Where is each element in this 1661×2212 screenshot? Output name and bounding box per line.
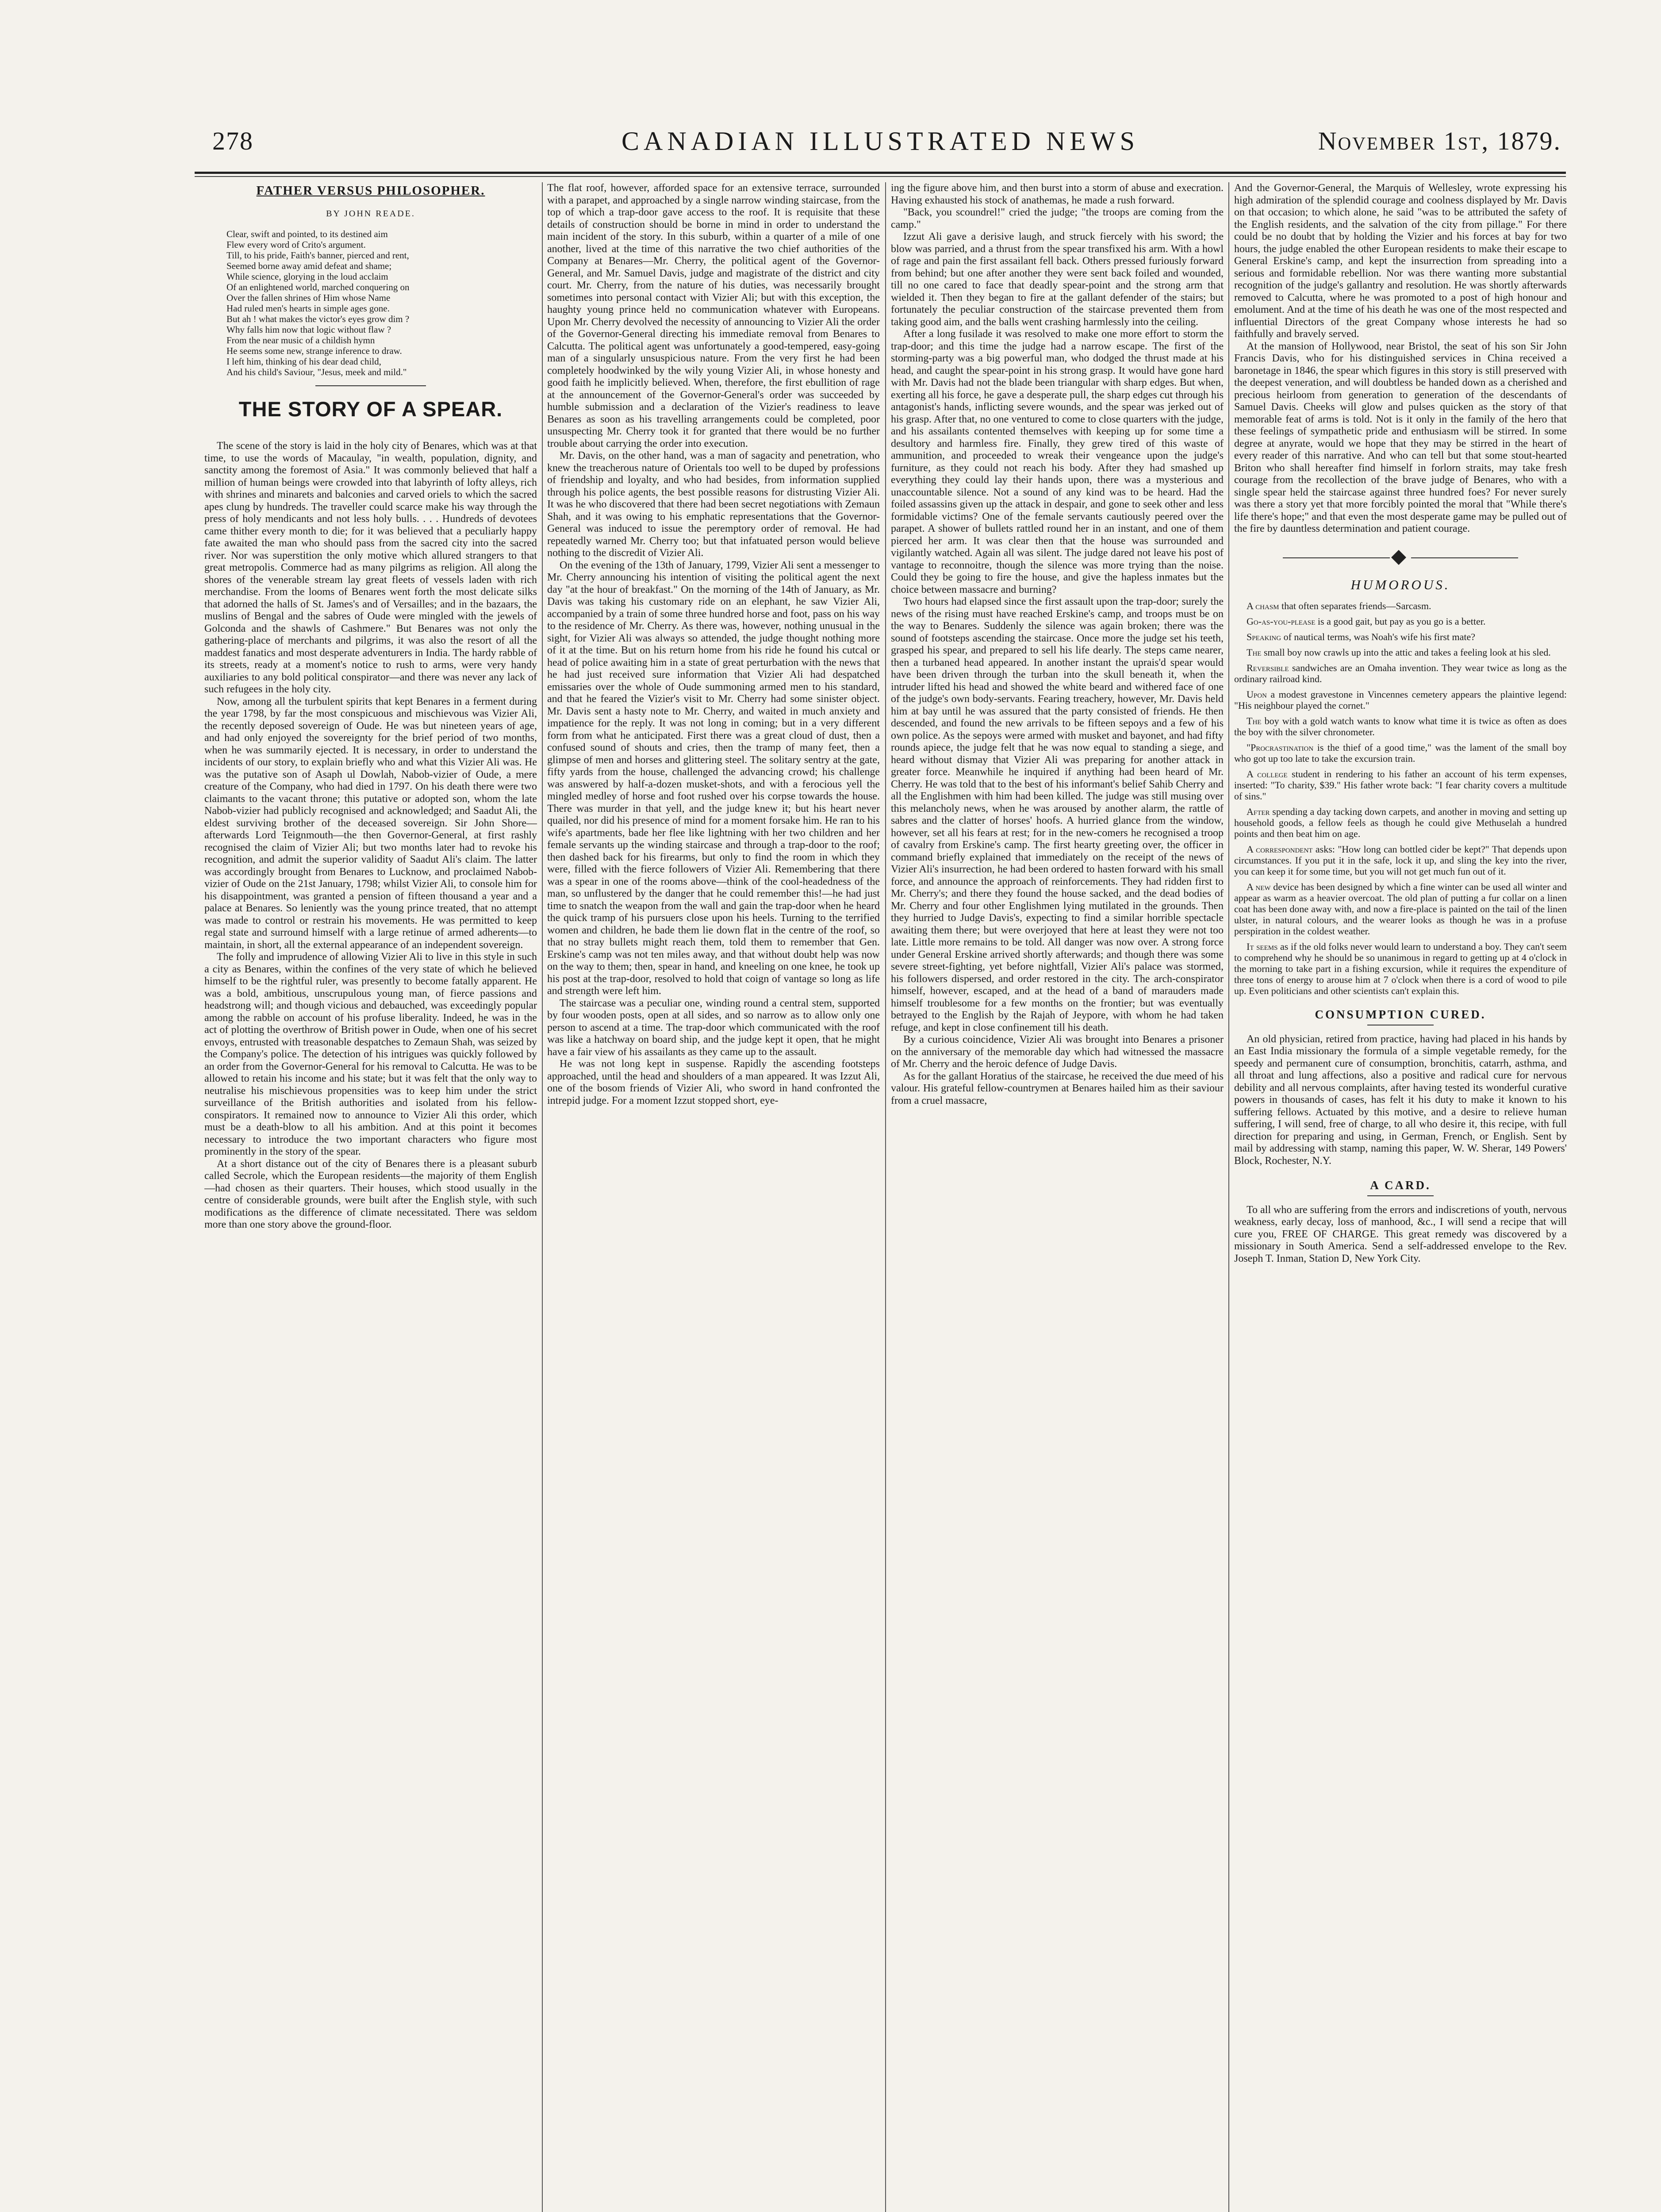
humor-item: It seems as if the old folks never would learn to understand a boy. They can't seem to comprehend why he should be so unanimous in regard to getting up at 4 o'clock in the morning to take part in a fishing excursion, while it requires the expenditure of three tons of energy to arouse him at 7 o'clock when there is a cord of wood to pile up. Even politicians and other scientists can't explain this. <box>1234 941 1567 996</box>
poem-line: Clear, swift and pointed, to its destined aim <box>226 229 388 239</box>
story-paragraph: The flat roof, however, afforded space for an extensive terrace, surrounded with a parapet, and approached by a single narrow winding staircase, from the top of which a trap-door gave access to the roof. It is requisite that these details of construction should be borne in mind in order to understand the main incident of the story. In this suburb, within a quarter of a mile of one another, lived at the time of this narrative the two chief authorities of the Company at Benares—Mr. Cherry, the political agent of the Governor-General, and Mr. Samuel Davis, judge and magistrate of the district and city court. Mr. Cherry, from the nature of his duties, was necessarily brought sometimes into personal contact with Vizier Ali; but with this exception, the haughty young prince held no communication whatever with Europeans. Upon Mr. Cherry devolved the necessity of announcing to Vizier Ali the order of the Governor-General directing his immediate removal from Benares to Calcutta. The political agent was unfortunately a good-tempered, easy-going man of a singularly unsuspicious nature. From the very first he had been completely hoodwinked by the wily young Vizier Ali, in whose honesty and good faith he implicitly believed. When, therefore, the first ebullition of rage at the announcement of the Governor-General's order was succeeded by humble submission and a declaration of the Vizier's readiness to leave Benares as soon as his travelling arrangements could be completed, poor unsuspecting Mr. Cherry took it for granted that there would be no further trouble about carrying the order into execution. <box>547 182 880 449</box>
humor-item: After spending a day tacking down carpets, and another in moving and setting up household goods, a fellow feels as though he could give Methuselah a hundred points and then beat him on age. <box>1234 806 1567 839</box>
story-paragraph: "Back, you scoundrel!" cried the judge; "the troops are coming from the camp." <box>891 207 1224 230</box>
humor-item: A college student in rendering to his father an account of his term expenses, inserted: "To charity, $39." His father wrote back: "I fear charity covers a multitude of sins." <box>1234 768 1567 802</box>
poem-line: Had ruled men's hearts in simple ages gone. <box>226 303 390 314</box>
story-paragraph: At a short distance out of the city of Benares there is a pleasant suburb called Secrole, which the European residents—the majority of them English—had chosen as their quarters. Their houses, which stood usually in the centre of considerable grounds, were built after the English style, with such modifications as the difference of climate necessitated. There was seldom more than one story above the ground-floor. <box>204 1158 537 1230</box>
poem-line: And his child's Saviour, "Jesus, meek and mild." <box>226 367 407 377</box>
story-paragraph: ing the figure above him, and then burst into a storm of abuse and execration. Having exhausted his stock of anathemas, he made a rush forward. <box>891 182 1224 206</box>
story-paragraph: By a curious coincidence, Vizier Ali was brought into Benares a prisoner on the anniversary of the memorable day which had witnessed the massacre of Mr. Cherry and the heroic defence of Judge Davis. <box>891 1034 1224 1070</box>
column-3 <box>891 182 1224 2212</box>
humor-item: The small boy now crawls up into the attic and takes a feeling look at his sled. <box>1247 647 1551 658</box>
story-paragraph: The folly and imprudence of allowing Vizier Ali to live in this style in such a city as Benares, within the confines of the very state of which he believed himself to be the rightful ruler, was presently to become fatally apparent. He was a bold, ambitious, unscrupulous young man, of fierce passions and headstrong will; and though vicious and debauched, was exceedingly popular among the rabble on account of his profuse liberality. Indeed, he was in the act of plotting the overthrow of British power in Oude, when one of his secret envoys, entrusted with treasonable despatches to Zemaun Shah, was seized by the Company's police. The detection of his intrigues was quickly followed by an order from the Governor-General for his removal to Calcutta. He was to be allowed to retain his income and his state; but it was felt that the only way to neutralise his mischievous propensities was to keep him under the strict surveillance of the British authorities and isolated from his fellow-conspirators. It remained now to announce to Vizier Ali this order, which must be a death-blow to all his ambition. And at this point it becomes necessary to introduce the two important characters who figure most prominently in the story of the spear. <box>204 951 537 1157</box>
poem-line: But ah ! what makes the victor's eyes grow dim ? <box>226 314 410 324</box>
poem-line: Flew every word of Crito's argument. <box>226 239 366 250</box>
story-title: THE STORY OF A SPEAR. <box>238 397 503 421</box>
column-2 <box>547 182 880 2212</box>
poem-body <box>204 229 537 377</box>
consumption-heading: CONSUMPTION CURED. <box>1234 1009 1567 1025</box>
humor-item: "Procrastination is the thief of a good time," was the lament of the small boy who got up too late to take the excursion train. <box>1234 742 1567 764</box>
humor-item: Go-as-you-please is a good gait, but pay as you go is a better. <box>1247 616 1486 627</box>
masthead-title: CANADIAN ILLUSTRATED NEWS <box>621 127 1139 156</box>
poem-line: I left him, thinking of his dear dead child, <box>226 356 381 367</box>
poem-title: FATHER VERSUS PHILOSOPHER. <box>256 184 485 198</box>
story-paragraph: He was not long kept in suspense. Rapidly the ascending footsteps approached, until the head and shoulders of a man appeared. It was Izzut Ali, one of the bosom friends of Vizier Ali, who sword in hand confronted the intrepid judge. For a moment Izzut stopped short, eye- <box>547 1058 880 1106</box>
humor-item: Speaking of nautical terms, was Noah's wife his first mate? <box>1247 631 1476 642</box>
humor-item: Upon a modest gravestone in Vincennes cemetery appears the plaintive legend: "His neighbour played the cornet." <box>1234 689 1567 711</box>
story-paragraph: On the evening of the 13th of January, 1799, Vizier Ali sent a messenger to Mr. Cherry announcing his intention of visiting the political agent the next day "at the hour of breakfast." On the morning of the 14th of January, as Mr. Davis was taking his customary ride on an elephant, he saw Vizier Ali, accompanied by a train of some three hundred horse and foot, pass on his way to the residence of Mr. Cherry. As there was, however, nothing unusual in the sight, for Vizier Ali was always so attended, the judge thought nothing more of it at the time. But on his return home from his ride he found his cutcal or head of police awaiting him in a state of great perturbation with the news that he had just received sure information that Vizier Ali had despatched emissaries over the whole of Oude summoning armed men to his standard, and that he feared the Vizier's visit to Mr. Cherry had some sinister object. Mr. Davis sent a hasty note to Mr. Cherry, and waited in much anxiety and impatience for the reply. It was not long in coming; but in a very different form from what he anticipated. First there was a great cloud of dust, then a confused sound of shouts and cries, then the tramp of many feet, then a glimpse of men and horses and glittering steel. The solitary sentry at the gate, fifty yards from the house, challenged the advancing crowd; his challenge was answered by half-a-dozen musket-shots, and with a ferocious yell the mingled medley of horse and foot rushed over his corpse towards the house. There was murder in that yell, and the judge knew it; but his heart never quailed, nor did his presence of mind for a moment forsake him. He ran to his wife's apartments, bade her flee like lightning with her two children and her female servants up the winding staircase and through a trap-door to the roof; then dashed back for his firearms, but only to find the room in which they were, filled with the fierce followers of Vizier Ali. Remembering that there was a spear in one of the rooms above—think of the cool-headedness of the man, so unflustered by the danger that he could remember this!—he had just time to snatch the weapon from the wall and gain the trap-door when he heard the quick tramp of his pursuers close upon his heels. Turning to the terrified women and children, he bade them lie down flat in the centre of the roof, so that no stray bullets might reach them, told them to remember that Gen. Erskine's camp was not ten miles away, and that without doubt help was now on the way to them; then, spear in hand, and kneeling on one knee, he took up his post at the trap-door, resolved to hold that coign of vantage so long as life and strength were left him. <box>547 559 880 997</box>
card-notice: To all who are suffering from the errors and indiscretions of youth, nervous weakness, early decay, loss of manhood, &c., I will send a recipe that will cure you, FREE OF CHARGE. This great remedy was discovered by a missionary in South America. Send a self-addressed envelope to the Rev. Joseph T. Inman, Station D, New York City. <box>1234 1204 1567 1264</box>
story-paragraph: Now, among all the turbulent spirits that kept Benares in a ferment during the year 1798, by far the most conspicuous and mischievous was Vizier Ali, the recently deposed sovereign of Oude. He was but nineteen years of age, and had only enjoyed the sovereignty for the brief period of two months, when he was summarily ejected. It is necessary, in order to understand the incidents of our story, to explain briefly who and what this Vizier Ali was. He was the putative son of Asaph ul Dowlah, Nabob-vizier of Oude, a mere creature of the Company, who had died in 1797. On his death there were two claimants to the vacant throne; this putative or adopted son, whom the late Nabob-vizier had publicly recognised and acknowledged; and Saadut Ali, the eldest surviving brother of the deceased sovereign. Sir John Shore—afterwards Lord Teignmouth—the then Governor-General, at first rashly recognised the claim of Vizier Ali; but two months later had to revoke his recognition, and admit the superior validity of Saadut Ali's claim. The latter was accordingly brought from Benares to Lucknow, and proclaimed Nabob-vizier of Oude on the 21st January, 1798; whilst Vizier Ali, to console him for his disappointment, was granted a pension of fifteen thousand a year and a palace at Benares. So leniently was the young prince treated, that no attempt was made to control or restrain his movements. He was permitted to keep regal state and surround himself with a large retinue of armed adherents—to maintain, in short, all the external appearance of an independent sovereign. <box>204 695 537 951</box>
column-divider <box>542 182 543 2212</box>
story-paragraph: Mr. Davis, on the other hand, was a man of sagacity and penetration, who knew the treacherous nature of Orientals too well to be duped by professions of friendship and loyalty, and who had besides, from information supplied through his police agents, the best possible reasons for distrusting Vizier Ali. It was he who discovered that there had been secret negotiations with Zemaun Shah, and it was owing to his emphatic representations that the Governor-General was induced to issue the peremptory order of removal. He had repeatedly warned Mr. Cherry too; but that infatuated person would believe nothing to the discredit of Vizier Ali. <box>547 450 880 559</box>
story-paragraph: And the Governor-General, the Marquis of Wellesley, wrote expressing his high admiration of the splendid courage and coolness displayed by Mr. Davis on that occasion; to which alone, he said "was to be attributed the safety of the English residents, and the salvation of the city from pillage." For there could be no doubt that by holding the Vizier and his forces at bay for two hours, the judge enabled the other European residents to make their escape to General Erskine's camp, and kept the insurrection from spreading into a serious and formidable rebellion. Nor was there wanting more substantial recognition of the judge's gallantry and resolution. He was shortly afterwards removed to Calcutta, where he was promoted to a post of high honour and emolument. And at the time of his death he was one of the most respected and influential Directors of the great Company whose interests he had so faithfully and bravely served. <box>1234 182 1567 340</box>
column-divider <box>885 182 886 2212</box>
story-paragraph: Two hours had elapsed since the first assault upon the trap-door; surely the news of the rising must have reached Erskine's camp, and troops must be on the way to Benares. Suddenly the silence was again broken; there was the sound of footsteps ascending the staircase. Once more the judge set his teeth, grasped his spear, and prepared to sell his life dearly. The steps came nearer, then a turbaned head appeared. In another instant the uprais'd spear would have been driven through the turban into the skull beneath it, when the intruder lifted his head and showed the white beard and withered face of one of the judge's own body-servants. Fearing treachery, however, Mr. Davis held him at bay until he was assured that the party consisted of friends. He then descended, and found the new arrivals to be fifteen sepoys and a few of his own police. As the sepoys were armed with musket and bayonet, and had fifty rounds apiece, the judge felt that he was now equal to standing a siege, and heard without dismay that Vizier Ali was preparing for another attack in greater force. Meanwhile he inquired if anything had been heard of Mr. Cherry. He was told that to the best of his informant's belief Sahib Cherry and all the Englishmen with him had been killed. The judge was still musing over this melancholy news, when he was aroused by another alarm, the rattle of sabres and the clatter of horses' hoofs. A hurried glance from the window, however, set all his fears at rest; for in the new-comers he recognised a troop of cavalry from Erskine's camp. The first hearty greeting over, the officer in command briefly explained that immediately on the receipt of the news of Vizier Ali's insurrection, he had been ordered to hasten forward with his small force, and announce the approach of reinforcements. They had ridden first to Mr. Cherry's; and there they found the house sacked, and the dead bodies of Mr. Cherry and four other Englishmen lying mutilated in the grounds. Then they hurried to Judge Davis's, expecting to find a similar horrible spectacle awaiting them there; but were overjoyed that here at least they were not too late. Little more remains to be told. All danger was now over. A strong force under General Erskine arrived shortly afterwards; and though there was some severe street-fighting, yet before nightfall, Vizier Ali's palace was stormed, his followers dispersed, and order restored in the city. The arch-conspirator himself, however, escaped, and at the head of a band of marauders made himself troublesome for a few months on the frontier; but was eventually betrayed to the English by the Rajah of Jeypore, with whom he had taken refuge, and kept in close confinement till his death. <box>891 596 1224 1033</box>
story-paragraph: As for the gallant Horatius of the staircase, he received the due meed of his valour. His grateful fellow-countrymen at Benares hailed him as their saviour from a cruel massacre, <box>891 1070 1224 1106</box>
poem-line: While science, glorying in the loud acclaim <box>226 271 388 282</box>
poem-byline: BY JOHN READE. <box>326 208 415 219</box>
ornamental-divider <box>1234 549 1567 567</box>
header-rule-thin <box>195 176 1566 177</box>
story-paragraph: At the mansion of Hollywood, near Bristol, the seat of his son Sir John Francis Davis, who for his distinguished services in China received a baronetage in 1846, the spear which figures in this story is still preserved with the deepest veneration, and will doubtless be handed down as a cherished and precious heirloom from generation to generation of the descendants of Samuel Davis. Cheeks will glow and pulses quicken as the story of that memorable feat of arms is told. Not is it only in the family of the hero that these feelings of sympathetic pride and enthusiasm will be stirred. In some degree at anyrate, would we hope that they may be stirred in the heart of every reader of this narrative. And who can tell but that some stout-hearted Briton who shall hereafter find himself in forlorn straits, may take fresh courage from the recollection of the brave judge of Benares, who with a single spear held the staircase against three hundred foes? For never surely was there a story yet that more forcibly pointed the moral that "While there's life there's hope;" and that even the most desperate game may be pulled out of the fire by dauntless determination and patient courage. <box>1234 340 1567 534</box>
poem-line: From the near music of a childish hymn <box>226 335 375 346</box>
issue-date: November 1st, 1879. <box>1318 127 1561 155</box>
humor-item: Reversible sandwiches are an Omaha invention. They wear twice as long as the ordinary railroad kind. <box>1234 662 1567 684</box>
humor-item: A correspondent asks: "How long can bottled cider be kept?" That depends upon circumstances. If you put it in the safe, lock it up, and sling the key into the river, you can keep it for some time, but you will not get much fun out of it. <box>1234 844 1567 877</box>
humor-item: The boy with a gold watch wants to know what time it is twice as often as does the boy with the silver chronometer. <box>1234 715 1567 737</box>
humor-item: A chasm that often separates friends—Sarcasm. <box>1247 600 1431 611</box>
humorous-heading: HUMOROUS. <box>1350 576 1450 592</box>
poem-line: Till, to his pride, Faith's banner, pierced and rent, <box>226 250 409 261</box>
poem-line: Over the fallen shrines of Him whose Name <box>226 292 391 303</box>
column-4 <box>1234 182 1567 2212</box>
column-1 <box>204 182 537 2212</box>
humor-item: A new device has been designed by which a fine winter can be used all winter and appear as warm as a heavier overcoat. The old plan of putting a fur collar on a linen coat has been done away with, and now a fire-place is painted on the tail of the linen ulster, in natural colours, and the wearer looks as though he was in a profuse perspiration in the coldest weather. <box>1234 881 1567 937</box>
consumption-notice: An old physician, retired from practice, having had placed in his hands by an East India missionary the formula of a simple vegetable remedy, for the speedy and permanent cure of consumption, bronchitis, catarrh, asthma, and all throat and lung affections, also a positive and radical cure for nervous debility and all nervous complaints, after having tested its wonderful curative powers in thousands of cases, has felt it his duty to make it known to his suffering fellows. Actuated by this motive, and a desire to relieve human suffering, I will send, free of charge, to all who desire it, this recipe, with full direction for preparing and using, in German, French, or English. Sent by mail by addressing with stamp, naming this paper, W. W. Sherar, 149 Powers' Block, Rochester, N.Y. <box>1234 1033 1567 1167</box>
poem-line: He seems some new, strange inference to draw. <box>226 346 402 356</box>
diamond-ornament-icon <box>1391 550 1406 565</box>
column-divider <box>1228 182 1229 2212</box>
story-paragraph: The staircase was a peculiar one, winding round a central stem, supported by four wooden posts, open at all sides, and so narrow as to allow only one person to ascend at a time. The trap-door which communicated with the roof was like a hatchway on board ship, and the judge kept it open, that he might have a fair view of his assailants as they came up to the assault. <box>547 997 880 1058</box>
story-paragraph: Izzut Ali gave a derisive laugh, and struck fiercely with his sword; the blow was parried, and a thrust from the spear transfixed his arm. With a howl of rage and pain the first assailant fell back. Others pressed furiously forward from behind; but one after another they were sent back foiled and wounded, till no one cared to face that deadly spear-point and the strong arm that wielded it. Then they began to fire at the gallant defender of the stairs; but fortunately the peculiar construction of the staircase prevented them from taking good aim, and the balls went crashing harmlessly into the ceiling. <box>891 231 1224 328</box>
card-heading: A CARD. <box>1234 1179 1567 1196</box>
section-rule <box>315 385 426 386</box>
story-paragraph: After a long fusilade it was resolved to make one more effort to storm the trap-door; and this time the judge had a narrow escape. The first of the storming-party was a big powerful man, who dodged the thrust made at his head, and caught the spear-point in his strong grasp. It would have gone hard with Mr. Davis had not the blade been triangular with sharp edges. But when, exerting all his force, he gave a desperate pull, the sharp edges cut through his antagonist's hands, inflicting severe wounds, and the spear was jerked out of his grasp. After that, no one ventured to come to close quarters with the judge, and his assailants contented themselves with keeping up for some time a desultory and harmless fire. Finally, they grew tired of this waste of ammunition, and proceeded to wreak their vengeance upon the judge's furniture, as they could not reach his body. After they had smashed up everything they could lay their hands upon, there was a mysterious and unaccountable silence. Not a sound of any kind was to be heard. Had the foiled assassins given up the attack in despair, and gone to seek other and less formidable victims? One of the female servants cautiously peered over the parapet. A shower of bullets rattled round her in an instant, and one of them pierced her arm. It was clear then that the house was surrounded and vigilantly watched. Again all was silent. The judge dared not leave his post of vantage to reconnoitre, though the silence was more trying than the noise. Could they be going to fire the house, and give the hapless inmates but the choice between massacre and burning? <box>891 328 1224 595</box>
running-header <box>195 122 1566 170</box>
page-number: 278 <box>212 127 253 155</box>
poem-line: Seemed borne away amid defeat and shame; <box>226 261 392 271</box>
poem-line: Of an enlightened world, marched conquering on <box>226 282 410 292</box>
poem-line: Why falls him now that logic without flaw ? <box>226 324 391 335</box>
story-paragraph: The scene of the story is laid in the holy city of Benares, which was at that time, to use the words of Macaulay, "in wealth, population, dignity, and sanctity among the foremost of Asia." It was commonly believed that half a million of human beings were crowded into that labyrinth of lofty alleys, rich with shrines and minarets and balconies and carved oriels to which the sacred apes clung by hundreds. The traveller could scarce make his way through the press of holy mendicants and not less holy bulls. . . . Hundreds of devotees came thither every month to die; for it was believed that a peculiarly happy fate awaited the man who should pass from the sacred city into the sacred river. Nor was superstition the only motive which allured strangers to that great metropolis. Commerce had as many pilgrims as religion. All along the shores of the venerable stream lay great fleets of vessels laden with rich merchandise. From the looms of Benares went forth the most delicate silks that adorned the halls of St. James's and of Versailles; and in the bazaars, the muslins of Bengal and the sabres of Oude were mingled with the jewels of Golconda and the shawls of Cashmere." But Benares was not only the gathering-place of merchants and pilgrims, it was also the resort of all the maddest fanatics and most desperate adventurers in India. The hardy rabble of its streets, ready at a moment's notice to rush to arms, were very handy auxiliaries to any bold political conspirator—and there was never any lack of such refugees in the holy city. <box>204 440 537 695</box>
header-rule <box>195 172 1566 174</box>
